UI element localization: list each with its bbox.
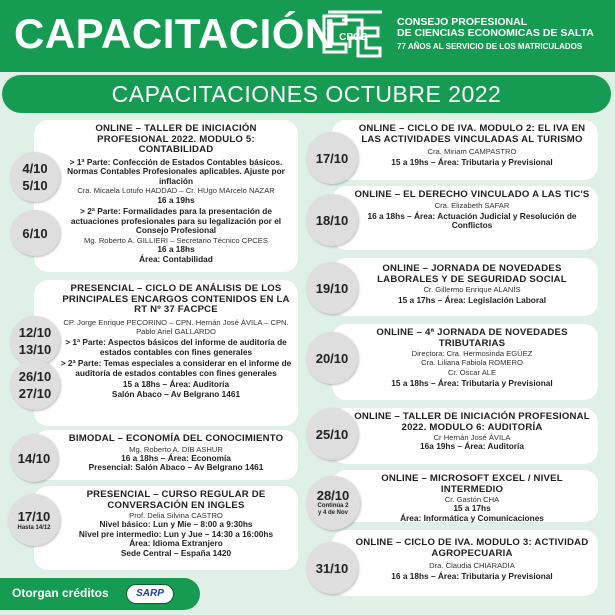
event-speakers: Cra. Micaela Lotufo HADDAD – Cr. HUgo MArcelo NAZAR bbox=[77, 186, 275, 196]
event-area: Área: Contabilidad bbox=[139, 253, 213, 264]
event-part-heading: > 1ª Parte: Aspectos básicos del informe de auditoría de estados contables con fines generales bbox=[65, 337, 287, 357]
event-title: ONLINE – CICLO DE IVA. MODULO 3: ACTIVIDAD AGROPECUARIA bbox=[355, 537, 589, 559]
event-time: 15 a 17hs – Área: Legislación Laboral bbox=[397, 295, 547, 306]
event-title: ONLINE – EL DERECHO VINCULADO A LAS TIC'S bbox=[354, 189, 590, 200]
footer-credits bbox=[0, 578, 200, 610]
event-time: 15 a 17hs bbox=[453, 503, 491, 514]
event-speakers: Cr. Oscar ALE bbox=[447, 367, 497, 377]
event-title: ONLINE – TALLER DE INICIACIÓN PROFESIONAL 2022. MODULO 5: CONTABILIDAD bbox=[95, 123, 257, 155]
event-title: PRESENCIAL – CURSO REGULAR DE CONVERSACIÓN EN INGLES bbox=[86, 489, 266, 511]
event-title: ONLINE – TALLER DE INICIACIÓN PROFESIONAL 2022. MODULO 6: AUDITORÍA bbox=[354, 411, 590, 433]
event-schedule-basic: Nivel básico: Lun y Mie – 8:00 a 9:30hs bbox=[99, 519, 253, 530]
event-speakers: Cra. Liliana Fabiola ROMERO bbox=[421, 358, 523, 368]
event-card-excel[interactable] bbox=[332, 470, 598, 522]
svg-text:CPCE: CPCE bbox=[339, 32, 367, 43]
sarp-logo: SARP bbox=[126, 584, 174, 604]
subtitle-banner: CAPACITACIONES OCTUBRE 2022 bbox=[2, 75, 611, 113]
event-speakers: Dra. Claudia CHIARADIA bbox=[429, 561, 515, 570]
event-time: 15 a 18hs – Área: Tributaria y Previsional bbox=[391, 377, 553, 388]
event-time: 16 a 19hs bbox=[157, 194, 195, 205]
event-title: ONLINE – MICROSOFT EXCEL / NIVEL INTERMEDIO bbox=[381, 473, 563, 495]
event-speakers: Cr. Gillermo Enrique ALANÍS bbox=[423, 285, 521, 294]
event-place: Presencial: Salón Abaco – Av Belgrano 1461 bbox=[88, 462, 264, 473]
event-time: 15 a 19hs – Área: Tributaria y Previsional bbox=[391, 157, 553, 168]
date-badge: 28/10 Continúa 2 y 4 de Nov bbox=[306, 476, 360, 530]
event-speakers: Cra. Elizabeth SAFAR bbox=[434, 200, 510, 210]
event-speakers: Cra. Miriam CAMPASTRO bbox=[427, 147, 517, 156]
event-card-rt37[interactable] bbox=[34, 280, 298, 426]
date-badge: 25/10 bbox=[306, 408, 358, 460]
org-name: CONSEJO PROFESIONAL DE CIENCIAS ECONOMICAS DE SALTA 77 AÑOS AL SERVICIO DE LOS MATRICULADOS bbox=[397, 16, 594, 51]
date-badge: 19/10 bbox=[306, 262, 358, 314]
event-area: Área: Idioma Extranjero bbox=[129, 538, 223, 549]
date-badge: 26/10 27/10 bbox=[10, 360, 60, 410]
event-place: Sede Central – España 1420 bbox=[120, 548, 232, 559]
date-badge: 31/10 bbox=[306, 542, 358, 594]
event-title: ONLINE – 4ª JORNADA DE NOVEDADES TRIBUTARIAS bbox=[376, 327, 568, 349]
event-schedule-pre: Nivel pre intermedio: Lun y Jue – 14:30 a 16:00hs bbox=[78, 528, 274, 539]
event-time: 15 a 18hs – Área: Auditoría bbox=[122, 379, 230, 390]
event-title: BIMODAL – ECONOMÍA DEL CONOCIMIENTO bbox=[68, 433, 284, 444]
date-badge: 17/10 Hasta 14/12 bbox=[8, 494, 60, 546]
event-time: 16 a 18hs – Área: Actuación Judicial y Resolución de Conflictos bbox=[367, 210, 577, 231]
event-time: 16 a 18hs bbox=[157, 244, 195, 255]
date-badge: 6/10 bbox=[10, 210, 60, 256]
event-place: Salón Abaco – Av Belgrano 1461 bbox=[111, 389, 241, 400]
event-part-heading: > 2ª Parte: Temas especiales a considerar en el informe de auditoría de estados contables con fines generales bbox=[60, 358, 292, 378]
event-speakers: Cr. Gastón CHA bbox=[444, 495, 500, 504]
date-badge: 18/10 bbox=[306, 194, 358, 246]
event-title: PRESENCIAL – CICLO DE ANÁLISIS DE LOS PRINCIPALES ENCARGOS CONTENIDOS EN LA RT Nº 37 FACPCE bbox=[62, 283, 290, 315]
event-card-economia[interactable] bbox=[34, 430, 298, 480]
event-title: ONLINE – CICLO DE IVA. MODULO 2: EL IVA EN LAS ACTIVIDADES VINCULADAS AL TURISMO bbox=[358, 123, 586, 145]
event-card-ingles[interactable] bbox=[34, 486, 298, 570]
date-badge: 20/10 bbox=[306, 332, 358, 384]
page-title: CAPACITACIÓN bbox=[14, 10, 336, 57]
date-badge: 17/10 bbox=[306, 132, 358, 184]
event-card-novedades-laborales[interactable] bbox=[332, 258, 598, 316]
event-speakers: Mg. Roberto A. GILLIERI – Secretario Técnico CPCES bbox=[84, 235, 268, 245]
date-badge: 4/10 5/10 bbox=[10, 152, 60, 202]
header bbox=[0, 0, 615, 72]
event-card-derecho-tics[interactable] bbox=[332, 186, 598, 250]
event-part-heading: > 1ª Parte: Confección de Estados Contables básicos. Normas Contables Profesionales aplicables. Ajuste por inflación bbox=[67, 156, 285, 186]
event-title: ONLINE – JORNADA DE NOVEDADES LABORALES Y DE SEGURIDAD SOCIAL bbox=[377, 263, 567, 285]
event-time: 16 a 18hs – Área: Tributaria y Previsional bbox=[391, 571, 553, 582]
event-card-taller-contabilidad[interactable] bbox=[34, 120, 298, 272]
event-time: 16a 19hs – Área: Auditoría bbox=[420, 441, 524, 452]
event-card-iva-turismo[interactable] bbox=[332, 120, 598, 180]
event-card-iva-agropecuaria[interactable] bbox=[332, 530, 598, 596]
event-time: 16 a 18hs – Área: Economía bbox=[121, 452, 231, 463]
event-speakers: Prof. Delia Silvina CASTRO bbox=[129, 511, 223, 520]
event-speakers: Mg. Roberto A. DIB ASHUR bbox=[129, 444, 223, 454]
event-part-heading: > 2ª Parte: Formalidades para la presentación de actuaciones profesionales para su legalización por el Consejo Profesional bbox=[70, 206, 282, 236]
event-area: Área: Informática y Comunicaciones bbox=[400, 512, 544, 523]
date-badge: 14/10 bbox=[10, 434, 58, 482]
event-speakers: CP. Jorge Enrique PECORINO – CPN. Hernán José ÁVILA – CPN. Pablo Ariel GALLARDO bbox=[63, 317, 289, 336]
event-speakers: Directora: Cra. Hermosinda EGÜEZ bbox=[411, 349, 533, 358]
date-badge: 12/10 13/10 bbox=[10, 316, 60, 366]
event-card-taller-auditoria[interactable] bbox=[332, 408, 598, 464]
event-card-novedades-tributarias[interactable] bbox=[332, 324, 598, 400]
event-speakers: Cr Hernán José ÁVILA bbox=[433, 433, 511, 442]
credits-label: Otorgan créditos bbox=[12, 586, 109, 600]
cpce-logo-icon bbox=[318, 8, 388, 60]
